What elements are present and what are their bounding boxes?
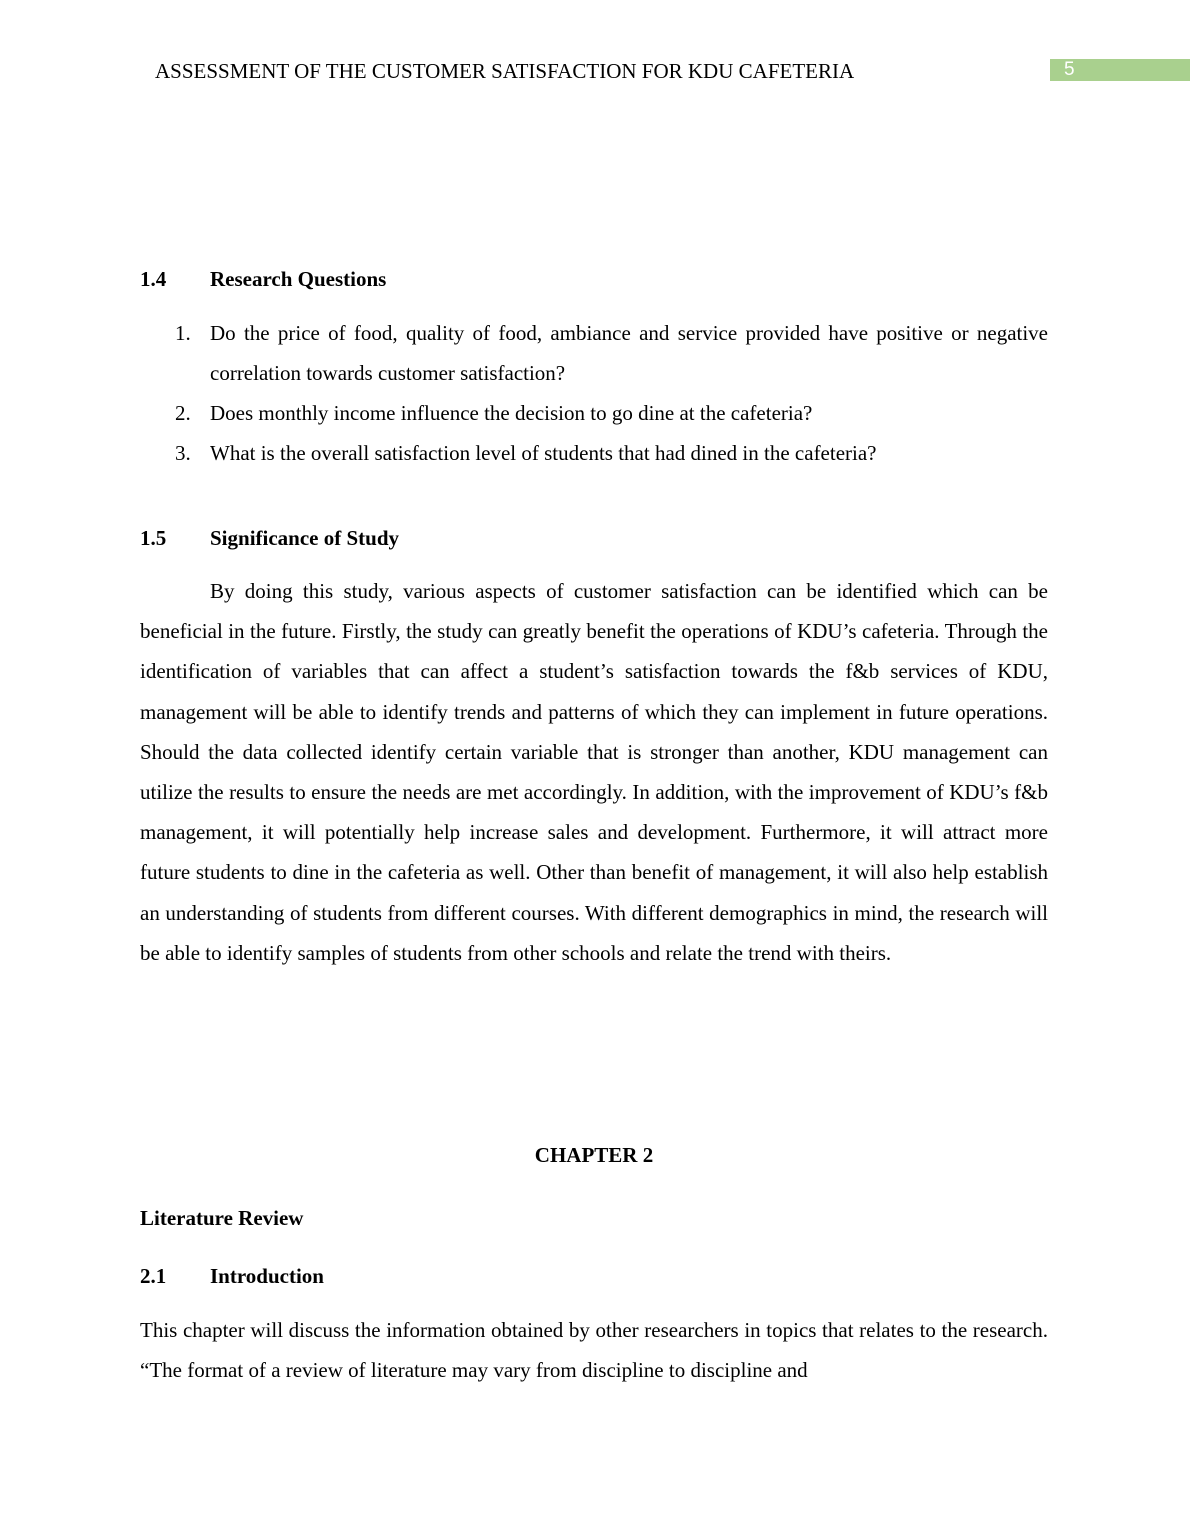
page-number: 5 [1050,59,1190,81]
section-1-5-heading [140,525,399,551]
list-item-text: What is the overall satisfaction level of students that had dined in the cafeteria? [210,441,877,465]
section-number: 2.1 [140,1264,167,1288]
list-item [140,433,1048,473]
list-item-number: 3. [175,441,191,465]
section-title: Introduction [210,1264,324,1288]
significance-paragraph: By doing this study, various aspects of customer satisfaction can be identified which can be beneficial in the future. Firstly, the study can greatly benefit the operations of KDU’s cafeteria. Through the identification of variables that can affect a student’s satisfaction towards the f&b services of KDU, management will be able to identify trends and patterns of which they can implement in future operations. Should the data collected identify certain variable that is stronger than another, KDU management can utilize the results to ensure the needs are met accordingly. In addition, with the improvement of KDU’s f&b management, it will potentially help increase sales and development. Furthermore, it will attract more future students to dine in the cafeteria as well. Other than benefit of management, it will also help establish an understanding of students from different courses. With different demographics in mind, the research will be able to identify samples of students from other schools and relate the trend with theirs. [140,579,1048,965]
list-item-text: Does monthly income influence the decision to go dine at the cafeteria? [210,401,813,425]
list-item-text: Do the price of food, quality of food, ambiance and service provided have positive or negative correlation towards customer satisfaction? [210,321,1048,385]
section-1-4-heading [140,266,386,292]
section-title: Research Questions [210,267,387,291]
list-item [140,393,1048,433]
section-title: Significance of Study [210,526,400,550]
chapter-subtitle: Literature Review [140,1206,304,1230]
list-item-number: 2. [175,401,191,425]
section-number: 1.5 [140,526,167,550]
running-header-title: ASSESSMENT OF THE CUSTOMER SATISFACTION FOR KDU CAFETERIA [155,59,855,83]
section-2-1-heading [140,1263,324,1289]
introduction-paragraph: This chapter will discuss the information obtained by other researchers in topics that relates to the research. “The format of a review of literature may vary from discipline to discipline and [140,1318,1048,1383]
chapter-title: CHAPTER 2 [534,1143,654,1167]
research-questions-list [140,313,1048,473]
list-item-number: 1. [175,321,191,345]
list-item [140,313,1048,393]
section-number: 1.4 [140,267,167,291]
